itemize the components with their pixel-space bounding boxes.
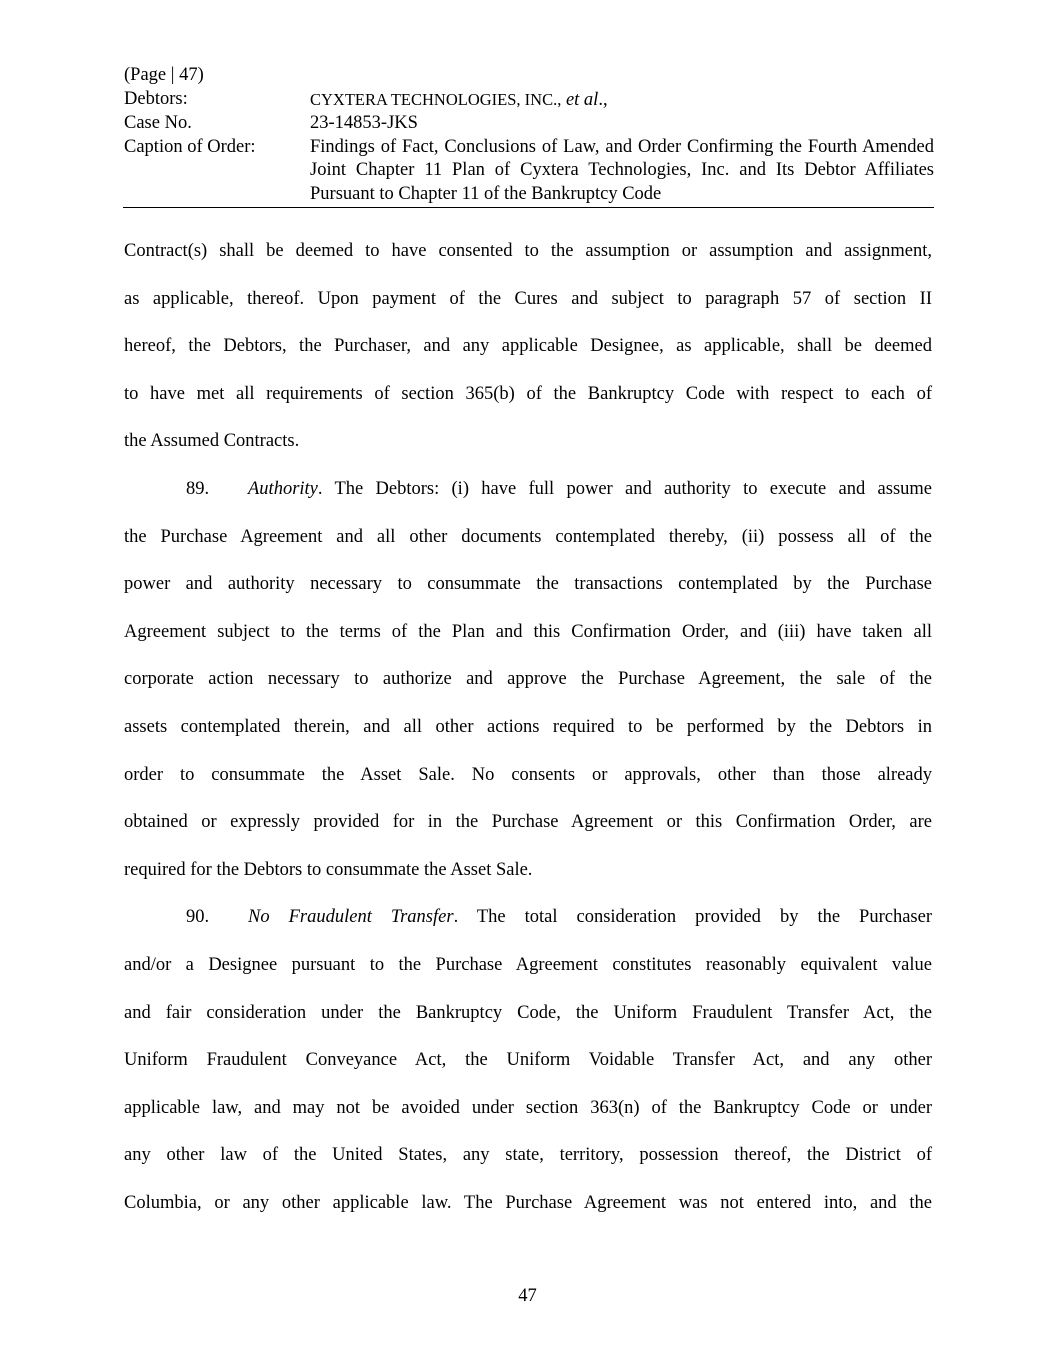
body-line: assets contemplated therein, and all other actions required to be performed by the Debtors in [124,716,932,737]
case-number-value: 23-14853-JKS [310,113,418,134]
body-line: the Assumed Contracts. [124,431,300,452]
page-number: 47 [518,1286,537,1306]
case-number-label: Case No. [124,113,192,134]
page-reference: (Page | 47) [124,65,204,85]
order-body [124,228,932,1227]
body-line: any other law of the United States, any state, territory, possession thereof, the District of [124,1145,932,1166]
body-line: power and authority necessary to consummate the transactions contemplated by the Purchase [124,574,932,595]
caption-value: Findings of Fact, Conclusions of Law, and Order Confirming the Fourth Amended Joint Chapter 11 Plan of Cyxtera Technologies, Inc. and Its Debtor Affiliates Pursuant to Chapter 11 of the Bankruptcy Code [310,136,934,204]
body-line: to have met all requirements of section 365(b) of the Bankruptcy Code with respect to each of [124,383,932,404]
case-number-row [124,112,934,136]
body-line: applicable law, and may not be avoided under section 363(n) of the Bankruptcy Code or under [124,1097,932,1118]
header-divider [123,207,934,208]
debtors-row [124,88,934,113]
body-line: as applicable, thereof. Upon payment of the Cures and subject to paragraph 57 of section II [124,288,932,309]
caption-row [124,136,934,207]
debtors-name: CYXTERA TECHNOLOGIES, INC., [310,89,562,109]
body-line: required for the Debtors to consummate the Asset Sale. [124,859,533,880]
debtors-value [310,88,934,113]
body-line: Columbia, or any other applicable law. The Purchase Agreement was not entered into, and the [124,1192,932,1213]
body-line: Uniform Fraudulent Conveyance Act, the Uniform Voidable Transfer Act, and any other [124,1050,932,1071]
body-line: Agreement subject to the terms of the Plan and this Confirmation Order, and (iii) have taken all [124,621,932,642]
body-line: obtained or expressly provided for in the Purchase Agreement or this Confirmation Order, are [124,812,932,833]
body-line: order to consummate the Asset Sale. No consents or approvals, other than those already [124,764,932,785]
body-line: and/or a Designee pursuant to the Purchase Agreement constitutes reasonably equivalent value [124,954,932,975]
page-reference-row [124,64,934,88]
paragraph-89-first-line [124,466,932,514]
debtors-tail: ., [598,89,608,110]
paragraph-89-first-line-text: . The Debtors: (i) have full power and authority to execute and assume [317,478,932,499]
paragraph-90-first-line [124,894,932,942]
caption-label: Caption of Order: [124,136,256,157]
debtors-label: Debtors: [124,88,188,109]
body-line: corporate action necessary to authorize and approve the Purchase Agreement, the sale of the [124,669,932,690]
body-line: hereof, the Debtors, the Purchaser, and any applicable Designee, as applicable, shall be deemed [124,336,932,357]
debtors-etal: et al [565,89,599,110]
body-line: and fair consideration under the Bankruptcy Code, the Uniform Fraudulent Transfer Act, the [124,1002,932,1023]
paragraph-90-first-line-text: . The total consideration provided by the Purchaser [453,907,932,928]
order-header [124,64,934,207]
paragraph-90-number: 90. [186,907,210,928]
paragraph-90-title: No Fraudulent Transfer [248,907,454,928]
paragraph-89-title: Authority [248,478,318,499]
paragraph-89-number: 89. [186,478,210,499]
body-line: Contract(s) shall be deemed to have consented to the assumption or assumption and assignment, [124,241,932,261]
body-line: the Purchase Agreement and all other documents contemplated thereby, (ii) possess all of the [124,526,932,547]
